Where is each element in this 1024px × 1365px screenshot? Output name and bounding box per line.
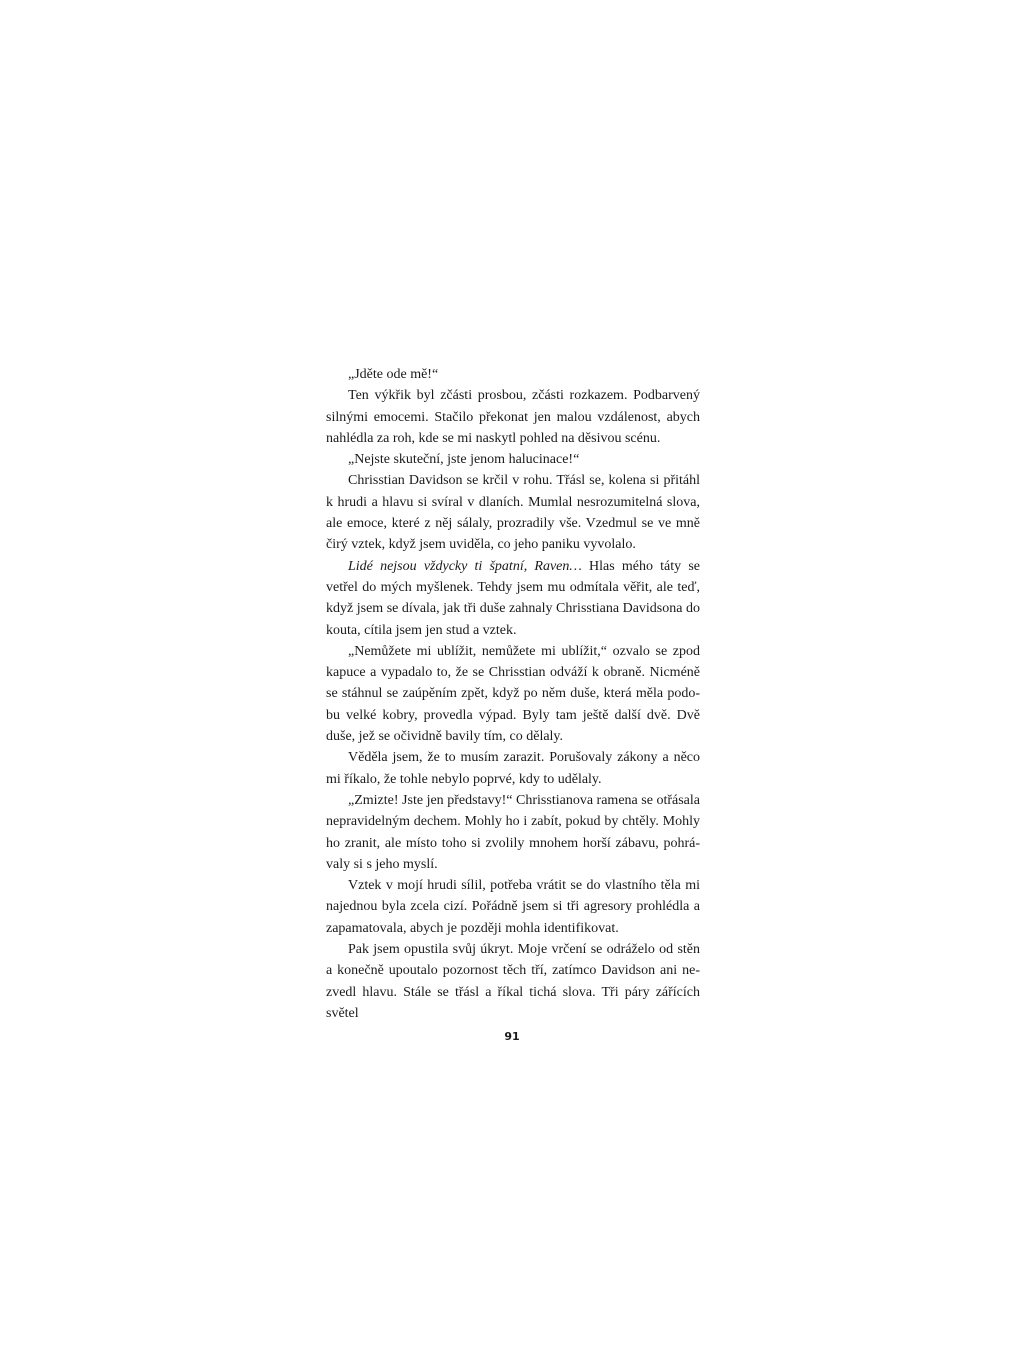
body-text [326,364,700,1024]
paragraph-text: Hlas mého táty se vetřel do mých myšlenek. Tehdy jsem mu odmítala věřit, ale teď, když jsem se dívala, jak tři duše zahnaly Chrisstiana Davidsona do kouta, cítila jsem jen stud a vztek. [326,558,700,638]
paragraph [326,556,700,641]
page-number: 91 [504,1030,520,1043]
paragraph: „Nemůžete mi ublížit, nemůžete mi ublížit,“ ozvalo se zpod kapuce a vypadalo to, že se Chrisstian odváží k obraně. Nicméně se stáhnul se zaúpěním zpět, když po něm duše, která měla podobu velké kobry, provedla výpad. Byly tam ještě další dvě. Dvě duše, jež se očividně bavily tím, co dělaly. [326,643,700,745]
paragraph: Vztek v mojí hrudi sílil, potřeba vrátit se do vlastního těla mi najednou byla zcela cizí. Pořádně jsem si tři agresory prohlédla a zapamatovala, abych je později mohla identifikovat. [326,878,700,936]
paragraph: Pak jsem opustila svůj úkryt. Moje vrčení se odráželo od stěn a konečně upoutalo pozornost těch tří, zatímco Davidson ani nezvedl hlavu. Stále se třásl a říkal tichá slova. Tři páry zářících světel [326,942,700,1021]
paragraph: „Jděte ode mě!“ [348,367,439,382]
paragraph: „Zmizte! Jste jen představy!“ Chrisstianova ramena se otřásala nepravidelným dechem. Mohly ho i zabít, pokud by chtěly. Mohly ho zranit, ale místo toho si zvolily mnohem horší zábavu, pohrávaly si s jeho myslí. [326,792,700,872]
paragraph: Chrisstian Davidson se krčil v rohu. Třásl se, kolena si přitáhl k hrudi a hlavu si svíral v dlaních. Mumlal nesrozumitelná slova, ale emoce, které z něj sálaly, prozradily vše. Vzedmul se ve mně čirý vztek, když jsem uviděla, co jeho paniku vyvolalo. [326,473,700,553]
paragraph: „Nejste skuteční, jste jenom halucinace!“ [348,452,580,468]
italic-thought: Lidé nejsou vždycky ti špatní, Raven… [348,558,582,574]
paragraph: Ten výkřik byl zčásti prosbou, zčásti rozkazem. Podbarvený silnými emocemi. Stačilo překonat jen malou vzdálenost, abych nahlédla za roh, kde se mi naskytl pohled na děsivou scénu. [326,388,700,446]
paragraph: Věděla jsem, že to musím zarazit. Porušovaly zákony a něco mi říkalo, že tohle nebylo poprvé, kdy to udělaly. [326,750,700,787]
